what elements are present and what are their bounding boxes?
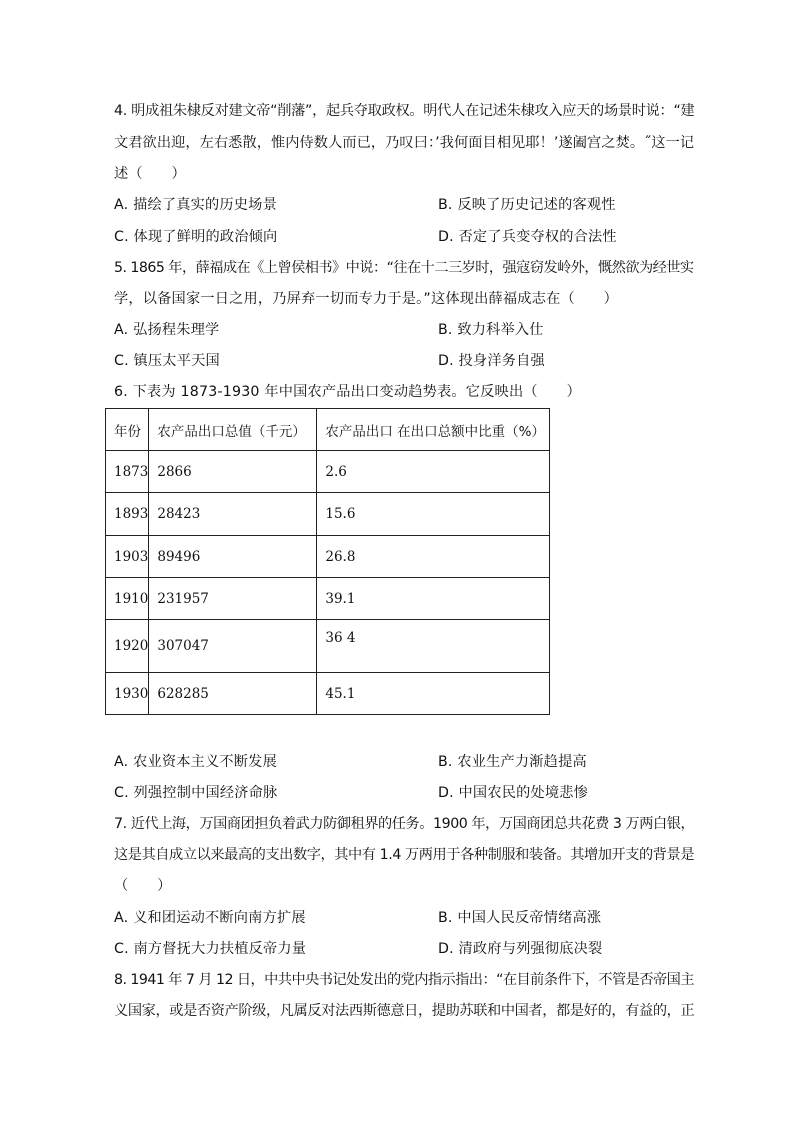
cell-year: 1903 bbox=[106, 536, 149, 578]
cell-value: 628285 bbox=[149, 673, 317, 715]
cell-value: 28423 bbox=[149, 493, 317, 536]
cell-year: 1873 bbox=[106, 451, 149, 493]
q4-option-c: C. 体现了鲜明的政治倾向 bbox=[114, 229, 278, 245]
q8-line-1: 8. 1941 年 7 月 12 日，中共中央书记处发出的党内指示指出：“在目前条件下，不管是否帝国主 bbox=[114, 972, 694, 988]
q4-option-a: A. 描绘了真实的历史场景 bbox=[114, 197, 277, 213]
table-row bbox=[106, 493, 550, 536]
q7-line-3: （ ） bbox=[114, 878, 172, 894]
header-year: 年份 bbox=[106, 409, 149, 451]
header-export-value: 农产品出口总值（千元） bbox=[149, 409, 317, 451]
table-row bbox=[106, 673, 550, 715]
export-table bbox=[105, 408, 550, 715]
cell-year: 1893 bbox=[106, 493, 149, 536]
q5-line-2: 学，以备国家一日之用，乃屏弃一切而专力于是。”这体现出薛福成志在（ ） bbox=[114, 291, 619, 307]
q4-line-2: 文君欲出迎，左右悉散，惟内侍数人而已，乃叹曰：’我何面目相见耶！’遂阖宫之焚。˝这一记 bbox=[114, 135, 695, 151]
q8-line-2: 义国家，或是否资产阶级，凡属反对法西斯德意日，提助苏联和中国者，都是好的，有益的，正 bbox=[114, 1003, 695, 1019]
q6-option-d: D. 中国农民的处境悲惨 bbox=[438, 785, 589, 801]
cell-share: 39.1 bbox=[317, 578, 550, 620]
cell-share: 26.8 bbox=[317, 536, 550, 578]
q5-option-d: D. 投身洋务自强 bbox=[438, 353, 545, 369]
cell-value: 307047 bbox=[149, 620, 317, 673]
cell-share: 45.1 bbox=[317, 673, 550, 715]
q6-option-b: B. 农业生产力渐趋提高 bbox=[438, 754, 587, 770]
cell-share: 15.6 bbox=[317, 493, 550, 536]
cell-share: 36 4 bbox=[317, 620, 550, 673]
table-header-row bbox=[106, 409, 550, 451]
q7-line-2: 这是其自成立以来最高的支出数字，其中有 1.4 万两用于各种制服和装备。其增加开支的背景是 bbox=[114, 847, 695, 863]
q7-line-1: 7. 近代上海，万国商团担负着武力防御租界的任务。1900 年，万国商团总共花费 3 万两白银， bbox=[114, 816, 695, 832]
q5-line-1: 5. 1865 年，薛福成在《上曾侯相书》中说：“往在十二三岁时，强寇窃发岭外，慨然欲为经世实 bbox=[114, 260, 694, 276]
q6-option-c: C. 列强控制中国经济命脉 bbox=[114, 785, 278, 801]
q4-option-b: B. 反映了历史记述的客观性 bbox=[438, 197, 616, 213]
table-row bbox=[106, 536, 550, 578]
q5-option-c: C. 镇压太平天国 bbox=[114, 353, 220, 369]
table-row bbox=[106, 620, 550, 673]
q4-option-d: D. 否定了兵变夺权的合法性 bbox=[438, 229, 617, 245]
table-row bbox=[106, 578, 550, 620]
q4-line-3: 述（ ） bbox=[114, 166, 186, 182]
header-export-share: 农产品出口 在出口总额中比重（%） bbox=[317, 409, 550, 451]
q6-stem: 6. 下表为 1873-1930 年中国农产品出口变动趋势表。它反映出（ ） bbox=[114, 384, 581, 400]
cell-year: 1930 bbox=[106, 673, 149, 715]
q7-option-d: D. 清政府与列强彻底决裂 bbox=[438, 941, 603, 957]
table-row bbox=[106, 451, 550, 493]
q7-option-c: C. 南方督抚大力扶植反帝力量 bbox=[114, 941, 307, 957]
q5-option-b: B. 致力科举入仕 bbox=[438, 322, 544, 338]
q6-option-a: A. 农业资本主义不断发展 bbox=[114, 754, 277, 770]
q7-option-a: A. 义和团运动不断向南方扩展 bbox=[114, 910, 306, 926]
cell-share: 2.6 bbox=[317, 451, 550, 493]
cell-value: 231957 bbox=[149, 578, 317, 620]
cell-year: 1910 bbox=[106, 578, 149, 620]
cell-value: 2866 bbox=[149, 451, 317, 493]
q5-option-a: A. 弘扬程朱理学 bbox=[114, 322, 220, 338]
q7-option-b: B. 中国人民反帝情绪高涨 bbox=[438, 910, 602, 926]
cell-value: 89496 bbox=[149, 536, 317, 578]
cell-year: 1920 bbox=[106, 620, 149, 673]
q4-line-1: 4. 明成祖朱棣反对建文帝“削藩”，起兵夺取政权。明代人在记述朱棣攻入应天的场景时说：“建 bbox=[114, 103, 695, 119]
